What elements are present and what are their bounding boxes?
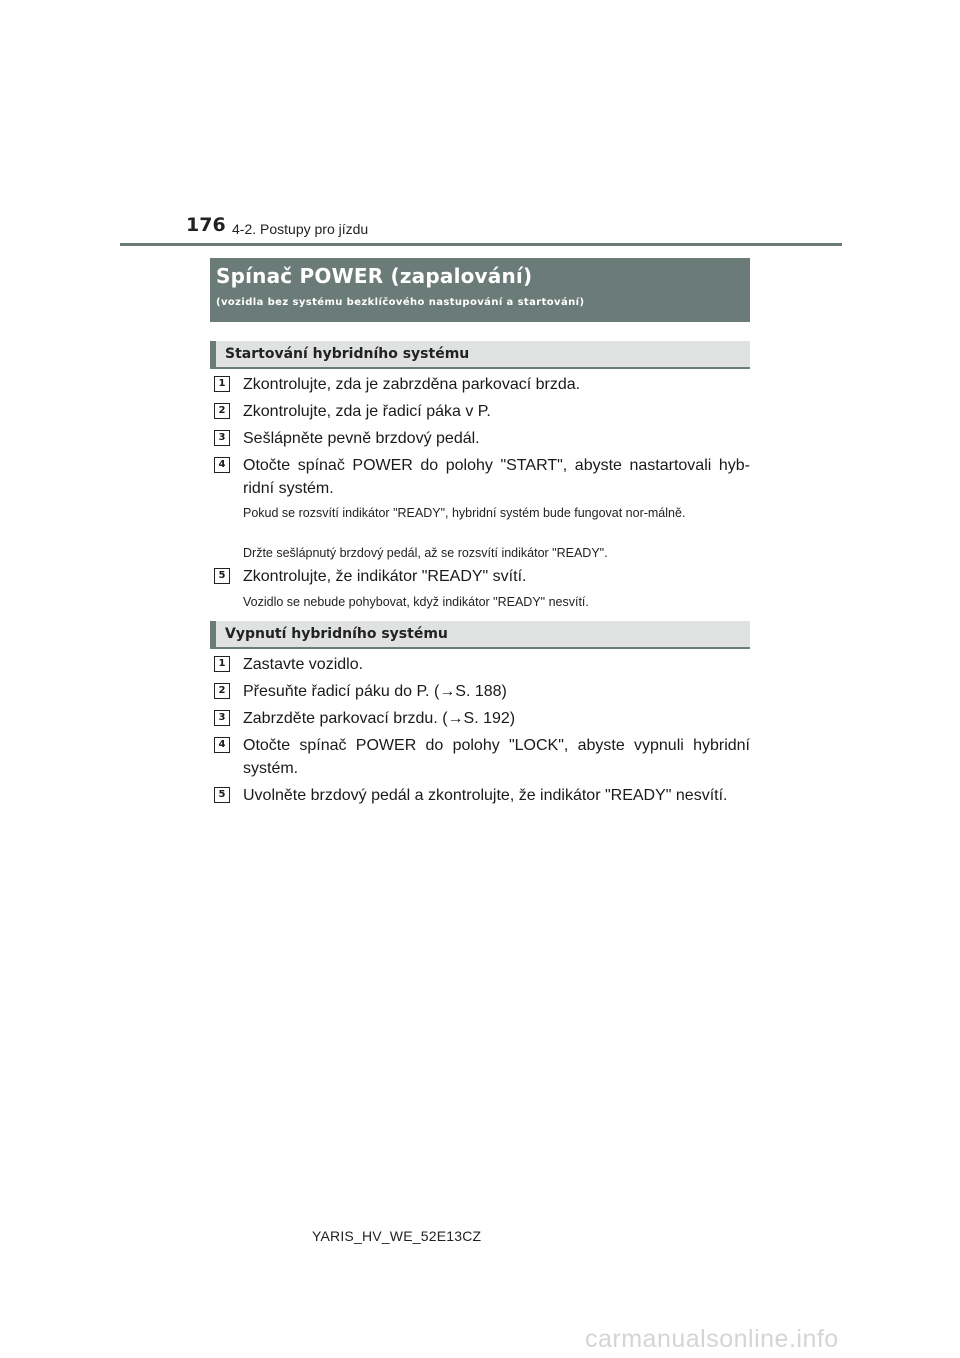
step-number-badge: 5 xyxy=(214,787,230,803)
stop-step-5 xyxy=(214,784,750,807)
stop-section-heading xyxy=(210,621,750,649)
step4-note-hold-brake: Držte sešlápnutý brzdový pedál, až se rozsvítí indikátor "READY". xyxy=(243,546,608,560)
page-title-box xyxy=(210,258,750,322)
step5-note: Vozidlo se nebude pohybovat, když indikátor "READY" nesvítí. xyxy=(243,595,589,609)
header-divider xyxy=(120,243,842,246)
step-text: Uvolněte brzdový pedál a zkontrolujte, že indikátor "READY" nesvítí. xyxy=(243,787,728,804)
step-text: Přesuňte řadicí páku do P. (→S. 188) xyxy=(243,683,507,700)
step-number-badge: 5 xyxy=(214,568,230,584)
step-number-badge: 2 xyxy=(214,683,230,699)
page-title: Spínač POWER (zapalování) xyxy=(216,264,533,288)
start-section-heading xyxy=(210,341,750,369)
step-text: Zabrzděte parkovací brzdu. (→S. 192) xyxy=(243,710,516,727)
stop-section-heading-text: Vypnutí hybridního systému xyxy=(225,626,448,642)
start-step-1 xyxy=(214,373,750,396)
watermark: carmanualsonline.info xyxy=(585,1325,839,1353)
start-section-heading-text: Startování hybridního systému xyxy=(225,346,470,362)
step-number-badge: 4 xyxy=(214,457,230,473)
step-number-badge: 1 xyxy=(214,376,230,392)
step-number-badge: 3 xyxy=(214,430,230,446)
start-step-5 xyxy=(214,565,750,588)
step-number-badge: 3 xyxy=(214,710,230,726)
step-text: Otočte spínač POWER do polohy "START", abyste nastartovali hyb-ridní systém. xyxy=(243,457,750,497)
step-number-badge: 1 xyxy=(214,656,230,672)
start-step-4 xyxy=(214,454,750,500)
start-step-3 xyxy=(214,427,750,450)
step-number-badge: 4 xyxy=(214,737,230,753)
step-text: Zastavte vozidlo. xyxy=(243,656,364,673)
step-text: Zkontrolujte, zda je řadicí páka v P. xyxy=(243,403,491,420)
step-number-badge: 2 xyxy=(214,403,230,419)
stop-step-2 xyxy=(214,680,750,703)
stop-step-4 xyxy=(214,734,750,780)
step-text: Sešlápněte pevně brzdový pedál. xyxy=(243,430,480,447)
stop-step-1 xyxy=(214,653,750,676)
step-text: Otočte spínač POWER do polohy "LOCK", abyste vypnuli hybridní systém. xyxy=(243,737,750,777)
step-text: Zkontrolujte, zda je zabrzděna parkovací brzda. xyxy=(243,376,581,393)
section-breadcrumb: 4-2. Postupy pro jízdu xyxy=(232,221,369,237)
page-number: 176 xyxy=(186,214,226,236)
page-subtitle: (vozidla bez systému bezklíčového nastupování a startování) xyxy=(216,297,585,308)
step-text: Zkontrolujte, že indikátor "READY" svítí. xyxy=(243,568,527,585)
step4-note-ready: Pokud se rozsvítí indikátor "READY", hybridní systém bude fungovat nor-málně. xyxy=(243,506,686,520)
start-step-2 xyxy=(214,400,750,423)
document-code: YARIS_HV_WE_52E13CZ xyxy=(312,1228,482,1244)
stop-step-3 xyxy=(214,707,750,730)
